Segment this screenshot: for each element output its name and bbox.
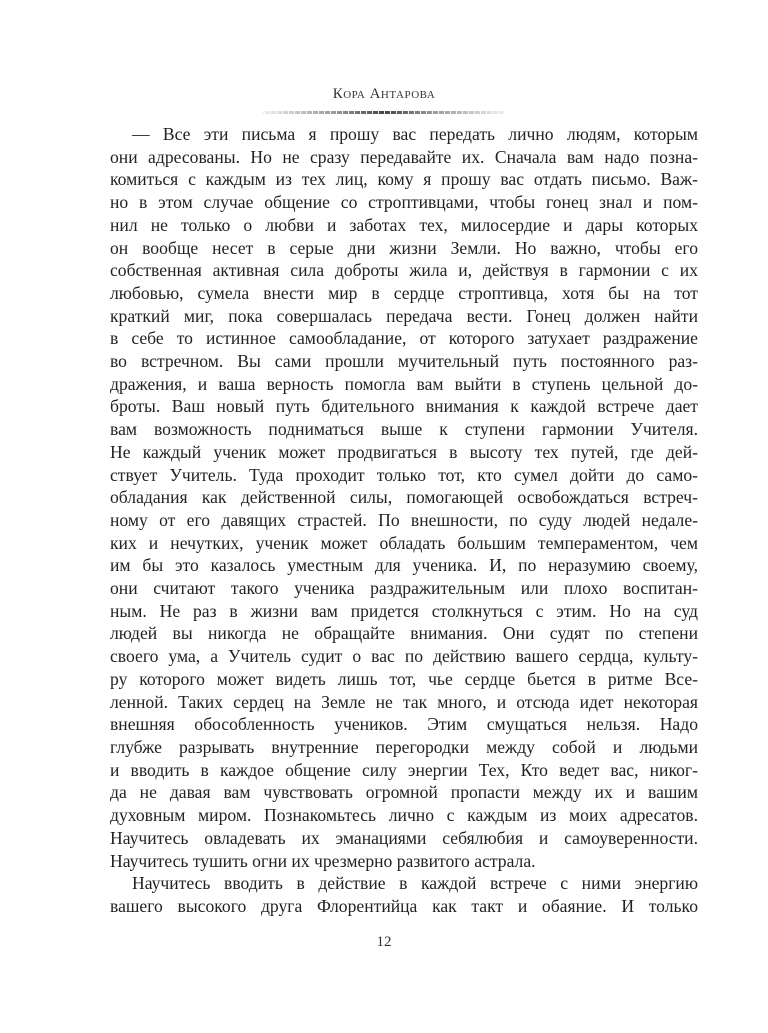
text-line: — Все эти письма я прошу вас передать лично людям, которым	[132, 124, 698, 144]
text-line: они считают такого ученика раздражительным или плохо воспитан-	[110, 578, 698, 599]
text-line: нил не только о любви и заботах тех, милосердие и дары которых	[110, 214, 698, 235]
body-text	[110, 123, 698, 918]
text-line: во встречном. Вы сами прошли мучительный путь постоянного раз-	[110, 351, 698, 372]
text-line: им бы это казалось уместным для ученика. И, по неразумию своему,	[110, 555, 698, 576]
text-line: Научитесь вводить в действие в каждой встрече с ними энергию	[132, 873, 698, 894]
text-line: ствует Учитель. Туда проходит только тот, кто сумел дойти до само-	[110, 464, 698, 485]
text-line: броты. Ваш новый путь бдительного внимания к каждой встрече дает	[110, 396, 698, 417]
text-line: любовью, сумела внести мир в сердце строптивца, хотя бы на тот	[110, 282, 698, 303]
text-line: да не давая вам чувствовать огромной пропасти между их и вашим	[110, 782, 698, 803]
text-line: ру которого может видеть лишь тот, чье сердце бьется в ритме Все-	[110, 668, 698, 689]
text-line: он вообще несет в серые дни жизни Земли. Но важно, чтобы его	[110, 237, 698, 258]
text-line: Научитесь тушить огни их чрезмерно развитого астрала.	[110, 850, 536, 871]
text-line: Научитесь овладевать их эманациями себялюбия и самоуверенности.	[110, 827, 698, 848]
header-divider	[263, 111, 505, 114]
text-line: дражения, и ваша верность помогла вам выйти в ступень цельной до-	[110, 373, 698, 394]
text-line: в себе то истинное самообладание, от которого затухает раздражение	[110, 328, 698, 349]
paragraph	[110, 872, 698, 917]
text-line: но в этом случае общение со строптивцами, чтобы гонец знал и пом-	[110, 192, 698, 213]
text-line: собственная активная сила доброты жила и, действуя в гармонии с их	[110, 260, 698, 281]
text-line: своего ума, а Учитель судит о вас по действию вашего сердца, культу-	[110, 646, 698, 667]
paragraph	[110, 123, 698, 872]
page-number: 12	[376, 934, 392, 950]
text-line: комиться с каждым из тех лиц, кому я прошу вас отдать письмо. Важ-	[110, 169, 698, 190]
text-line: ленной. Таких сердец на Земле не так много, и отсюда идет некоторая	[110, 691, 698, 712]
text-line: ному от его давящих страстей. По внешности, по суду людей недале-	[110, 509, 698, 530]
text-line: духовным миром. Познакомьтесь лично с каждым из моих адресатов.	[110, 805, 698, 826]
text-line: краткий миг, пока совершалась передача вести. Гонец должен найти	[110, 305, 698, 326]
text-line: внешняя обособленность учеников. Этим смущаться нельзя. Надо	[110, 714, 698, 735]
text-line: глубже разрывать внутренние перегородки между собой и людьми	[110, 736, 698, 757]
text-line: обладания как действенной силы, помогающей освобождаться встреч-	[110, 487, 698, 508]
text-line: Не каждый ученик может продвигаться в высоту тех путей, где дей-	[110, 441, 698, 462]
text-line: ным. Не раз в жизни вам придется столкнуться с этим. Но на суд	[110, 600, 698, 621]
text-line: людей вы никогда не обращайте внимания. Они судят по степени	[110, 623, 698, 644]
text-line: вам возможность подниматься выше к ступени гармонии Учителя.	[110, 419, 698, 440]
text-line: и вводить в каждое общение силу энергии Тех, Кто ведет вас, никог-	[110, 759, 698, 780]
text-line: они адресованы. Но не сразу передавайте их. Сначала вам надо позна-	[110, 146, 698, 167]
text-line: ких и нечутких, ученик может обладать большим темпераментом, чем	[110, 532, 698, 553]
running-header: Кора Антарова	[332, 86, 436, 102]
text-line: вашего высокого друга Флорентийца как такт и обаяние. И только	[110, 895, 698, 916]
